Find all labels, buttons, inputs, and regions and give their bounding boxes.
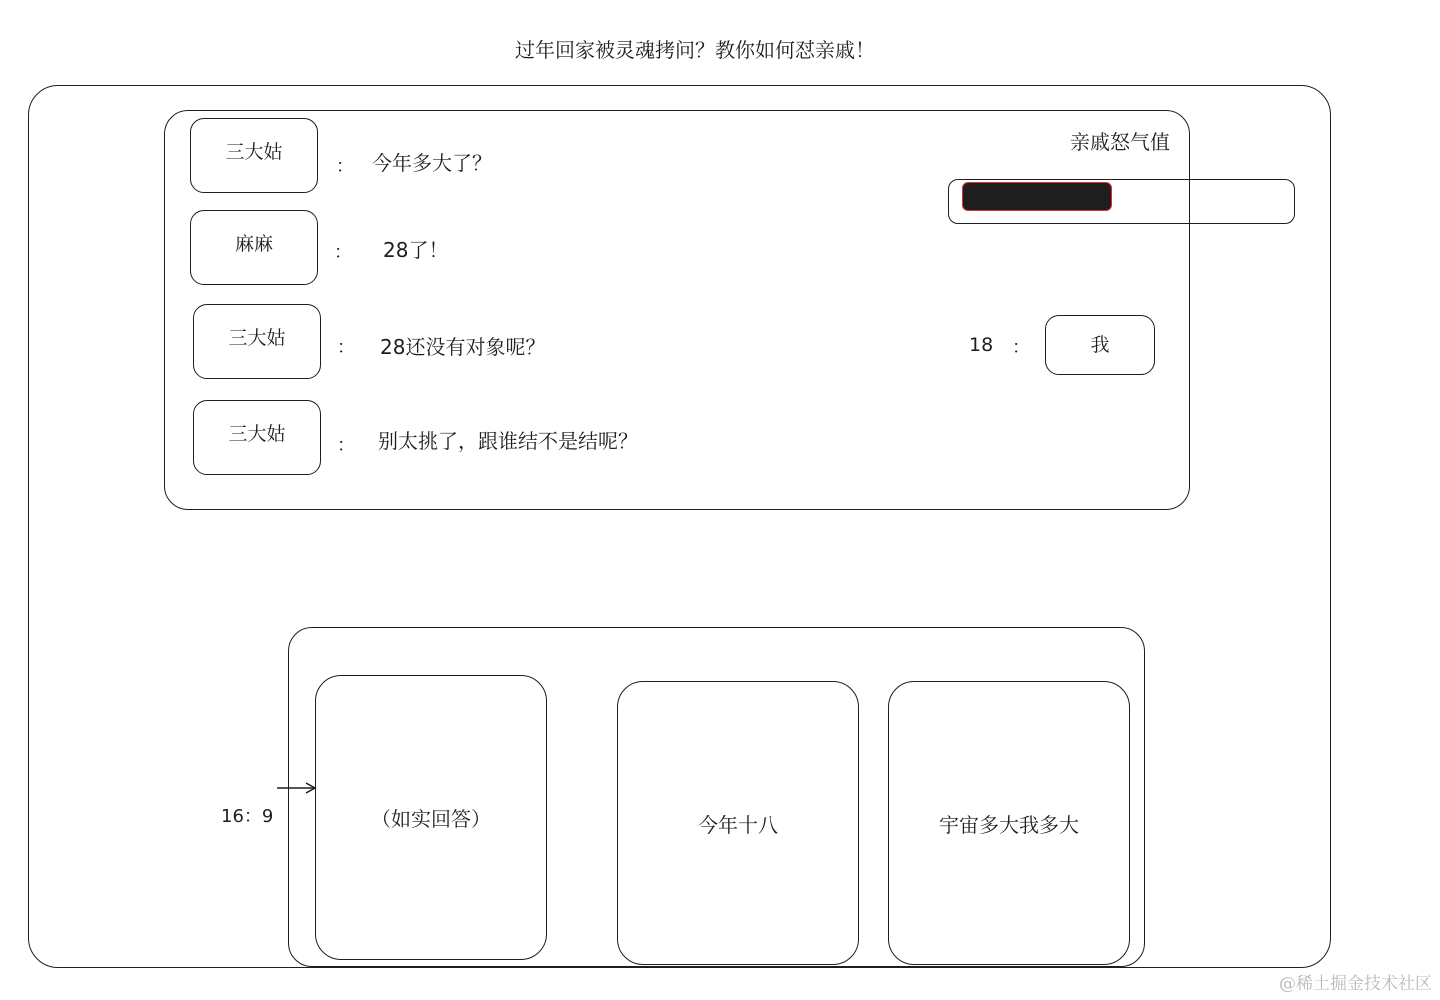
choice-card-universe[interactable]: 宇宙多大我多大 <box>888 681 1130 965</box>
speaker-badge: 三大姑 <box>190 118 318 193</box>
player-colon: ： <box>1012 337 1030 358</box>
dialogue-colon: ： <box>336 156 354 177</box>
dialogue-text: 今年多大了？ <box>372 151 492 175</box>
dialogue-text: 别太挑了，跟谁结不是结呢？ <box>378 429 638 453</box>
meter-label: 亲戚怒气值 <box>1070 130 1170 154</box>
player-badge: 我 <box>1045 315 1155 375</box>
watermark: @稀土掘金技术社区 <box>1279 974 1432 994</box>
page-title: 过年回家被灵魂拷问？教你如何怼亲戚！ <box>515 38 875 62</box>
dialogue-text: 28了！ <box>383 238 449 262</box>
aspect-ratio-note: 16：9 <box>221 806 274 827</box>
choice-card-honest[interactable]: （如实回答） <box>315 675 547 960</box>
dialogue-text: 28还没有对象呢？ <box>380 335 546 359</box>
dialogue-colon: ： <box>337 337 355 358</box>
dialogue-colon: ： <box>337 435 355 456</box>
player-age: 18 <box>969 334 994 356</box>
speaker-badge: 三大姑 <box>193 400 321 475</box>
anger-meter-fill <box>962 182 1112 211</box>
speaker-badge: 麻麻 <box>190 210 318 285</box>
arrow-right-icon <box>275 778 319 798</box>
speaker-badge: 三大姑 <box>193 304 321 379</box>
dialogue-colon: ： <box>334 242 352 263</box>
choice-card-eighteen[interactable]: 今年十八 <box>617 681 859 965</box>
